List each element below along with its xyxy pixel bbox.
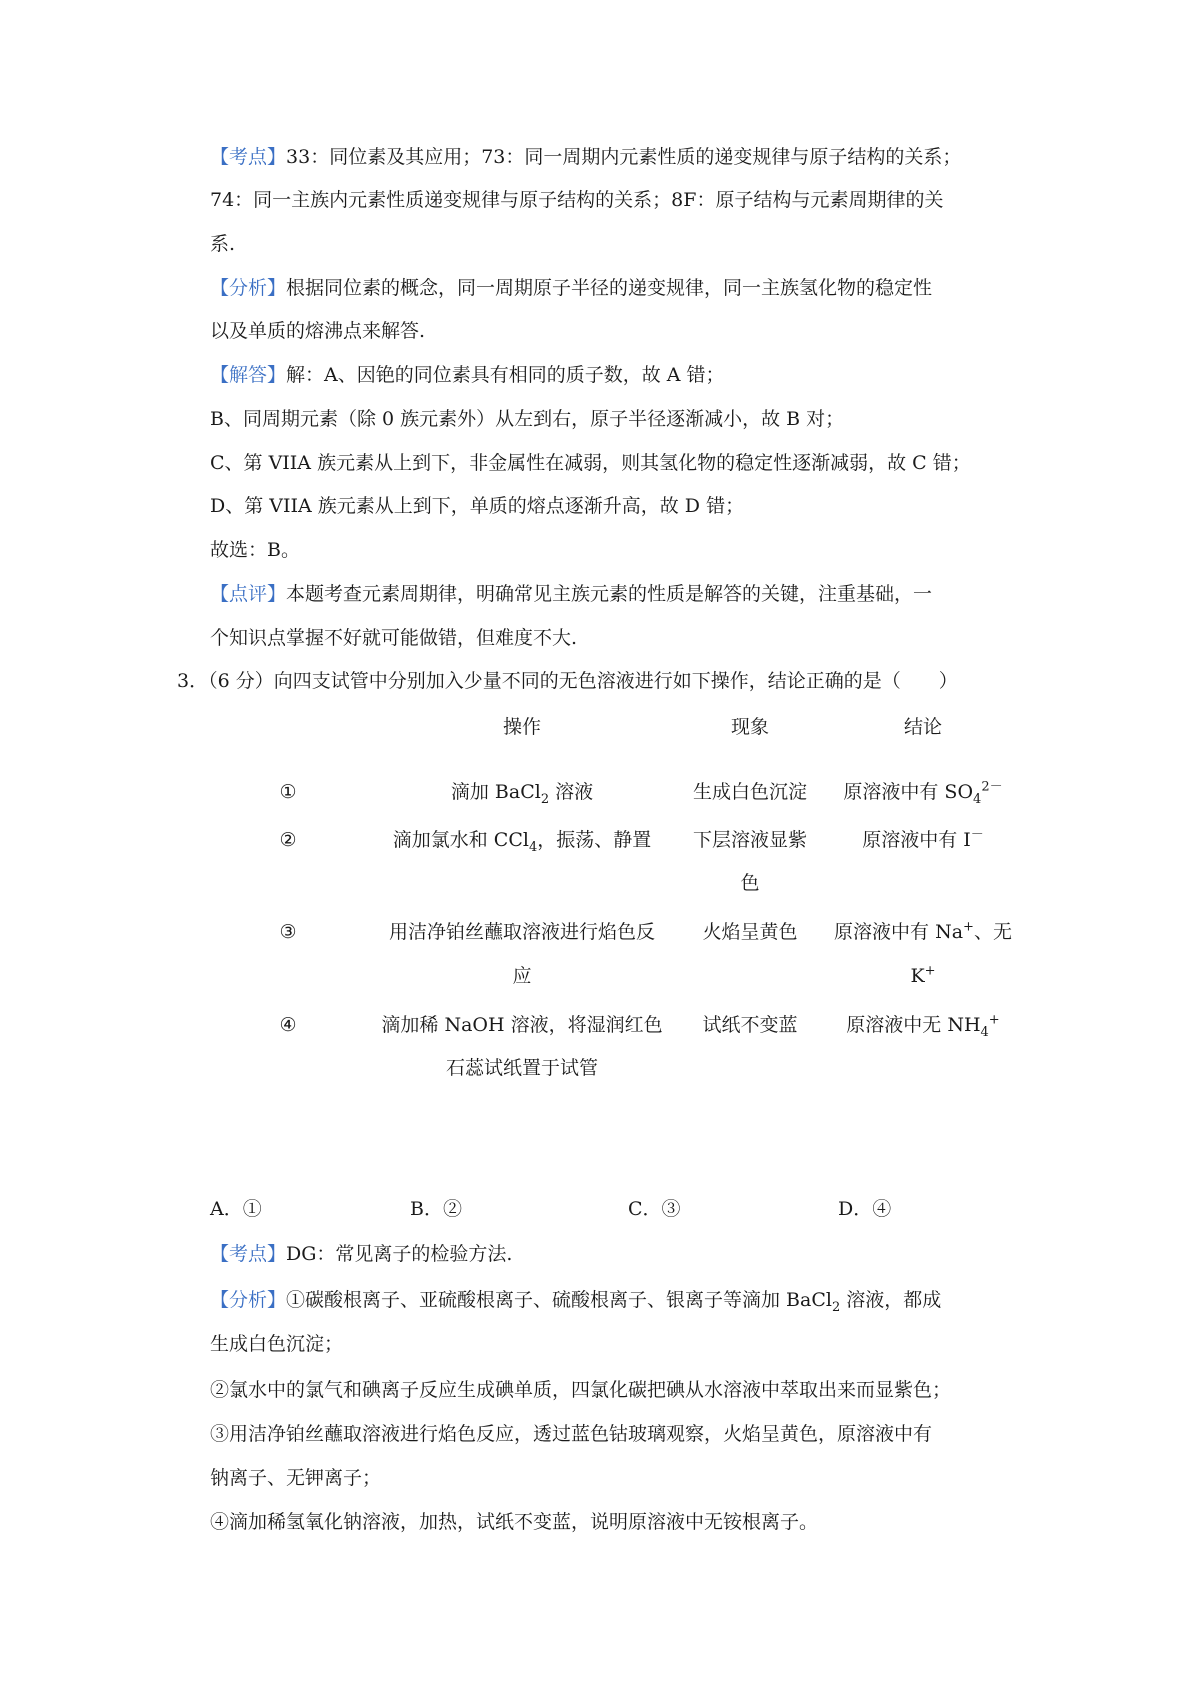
fenxi-text: 根据同位素的概念，同一周期原子半径的递变规律，同一主族氢化物的稳定性 [286, 277, 933, 299]
row-1-phenomenon: 生成白色沉淀 [692, 781, 807, 803]
question-stem: 3．（6 分）向四支试管中分别加入少量不同的无色溶液进行如下操作，结论正确的是（ ） [177, 670, 958, 692]
row-3-conclusion-line-1: 原溶液中有 Na+、无 [834, 919, 1012, 943]
row-4-operation-line-2: 石蕊试纸置于试管 [445, 1057, 598, 1079]
row-1-operation: 滴加 BaCl$_2$ 溶液 [450, 781, 594, 807]
dianping-text: 本题考查元素周期律，明确常见主族元素的性质是解答的关键，注重基础，一 [286, 583, 933, 605]
row-4-conclusion: 原溶液中无 $NH_4^+$ [846, 1012, 1000, 1040]
row-1-conclusion: 原溶液中有 $SO_4^{2-}$ [843, 779, 1003, 807]
table-header-operation: 操作 [502, 716, 541, 738]
jieda-line-5: 故选：B。 [210, 539, 300, 561]
table-header-conclusion: 结论 [903, 716, 942, 738]
fenxi-tag: 【分析】 [210, 277, 287, 299]
fenxi2-line-6: ④滴加稀氢氧化钠溶液，加热，试纸不变蓝，说明原溶液中无铵根离子。 [210, 1511, 819, 1533]
option-b: B．② [410, 1198, 462, 1220]
fenxi2-line-3: ②氯水中的氯气和碘离子反应生成碘单质，四氯化碳把碘从水溶液中萃取出来而显紫色； [210, 1379, 952, 1401]
kaodian-line-3: 系. [210, 233, 236, 255]
dianping-tag: 【点评】 [210, 583, 287, 605]
kaodian-line-1 [210, 143, 961, 171]
dianping-line-2: 个知识点掌握不好就可能做错，但难度不大. [210, 627, 578, 649]
fenxi-line-2: 以及单质的熔沸点来解答. [210, 320, 426, 342]
row-2-phenomenon-line-2: 色 [740, 872, 760, 894]
jieda-line-3: C、第 VIIA 族元素从上到下，非金属性在减弱，则其氢化物的稳定性逐渐减弱，故 C 错； [210, 452, 971, 474]
row-3-phenomenon: 火焰呈黄色 [702, 921, 798, 943]
kaodian-tag: 【考点】 [210, 146, 287, 168]
row-4-operation-line-1: 滴加稀 NaOH 溶液，将湿润红色 [381, 1014, 663, 1036]
row-3-operation-line-2: 应 [512, 965, 532, 987]
jieda-text: 解：A、因铯的同位素具有相同的质子数，故 A 错； [286, 364, 725, 386]
fenxi2-line-4: ③用洁净铂丝蘸取溶液进行焰色反应，透过蓝色钴玻璃观察，火焰呈黄色，原溶液中有 [210, 1423, 933, 1445]
fenxi2-line-1: 【分析】①碳酸根离子、亚硫酸根离子、硫酸根离子、银离子等滴加 BaCl$_2$ 溶液，都成 [210, 1289, 942, 1315]
fenxi-line-1 [210, 274, 932, 302]
kaodian2-text: DG：常见离子的检验方法. [286, 1243, 513, 1265]
option-a: A．① [210, 1198, 262, 1220]
row-4-number: ④ [279, 1014, 297, 1036]
jieda-line-2: B、同周期元素（除 0 族元素外）从左到右，原子半径逐渐减小，故 B 对； [210, 408, 845, 430]
option-c: C．③ [628, 1198, 681, 1220]
kaodian-text: 33：同位素及其应用；73：同一周期内元素性质的递变规律与原子结构的关系； [286, 146, 962, 168]
fenxi2-line-2: 生成白色沉淀； [210, 1333, 344, 1355]
row-3-operation-line-1: 用洁净铂丝蘸取溶液进行焰色反 [388, 921, 655, 943]
fenxi2-tag: 【分析】 [210, 1289, 287, 1311]
row-3-number: ③ [279, 921, 297, 943]
jieda-tag: 【解答】 [210, 364, 287, 386]
kaodian2-tag: 【考点】 [210, 1243, 287, 1265]
dianping-line-1 [210, 580, 932, 608]
table-header-phenomenon: 现象 [730, 716, 769, 738]
row-2-phenomenon-line-1: 下层溶液显紫 [692, 829, 807, 851]
row-2-number: ② [279, 829, 297, 851]
kaodian-line-2: 74：同一主族内元素性质递变规律与原子结构的关系；8F：原子结构与元素周期律的关 [210, 189, 944, 211]
option-d: D．④ [838, 1198, 892, 1220]
jieda-line-4: D、第 VIIA 族元素从上到下，单质的熔点逐渐升高，故 D 错； [210, 495, 745, 517]
row-4-phenomenon: 试纸不变蓝 [702, 1014, 798, 1036]
row-1-number: ① [279, 781, 297, 803]
row-2-operation: 滴加氯水和 CCl$_4$，振荡、静置 [392, 829, 652, 855]
row-2-conclusion: 原溶液中有 I－ [862, 827, 984, 851]
jieda-line-1 [210, 361, 725, 389]
fenxi2-line-5: 钠离子、无钾离子； [210, 1467, 382, 1489]
row-3-conclusion-line-2: K+ [910, 963, 936, 987]
kaodian2-line-1 [210, 1240, 512, 1268]
